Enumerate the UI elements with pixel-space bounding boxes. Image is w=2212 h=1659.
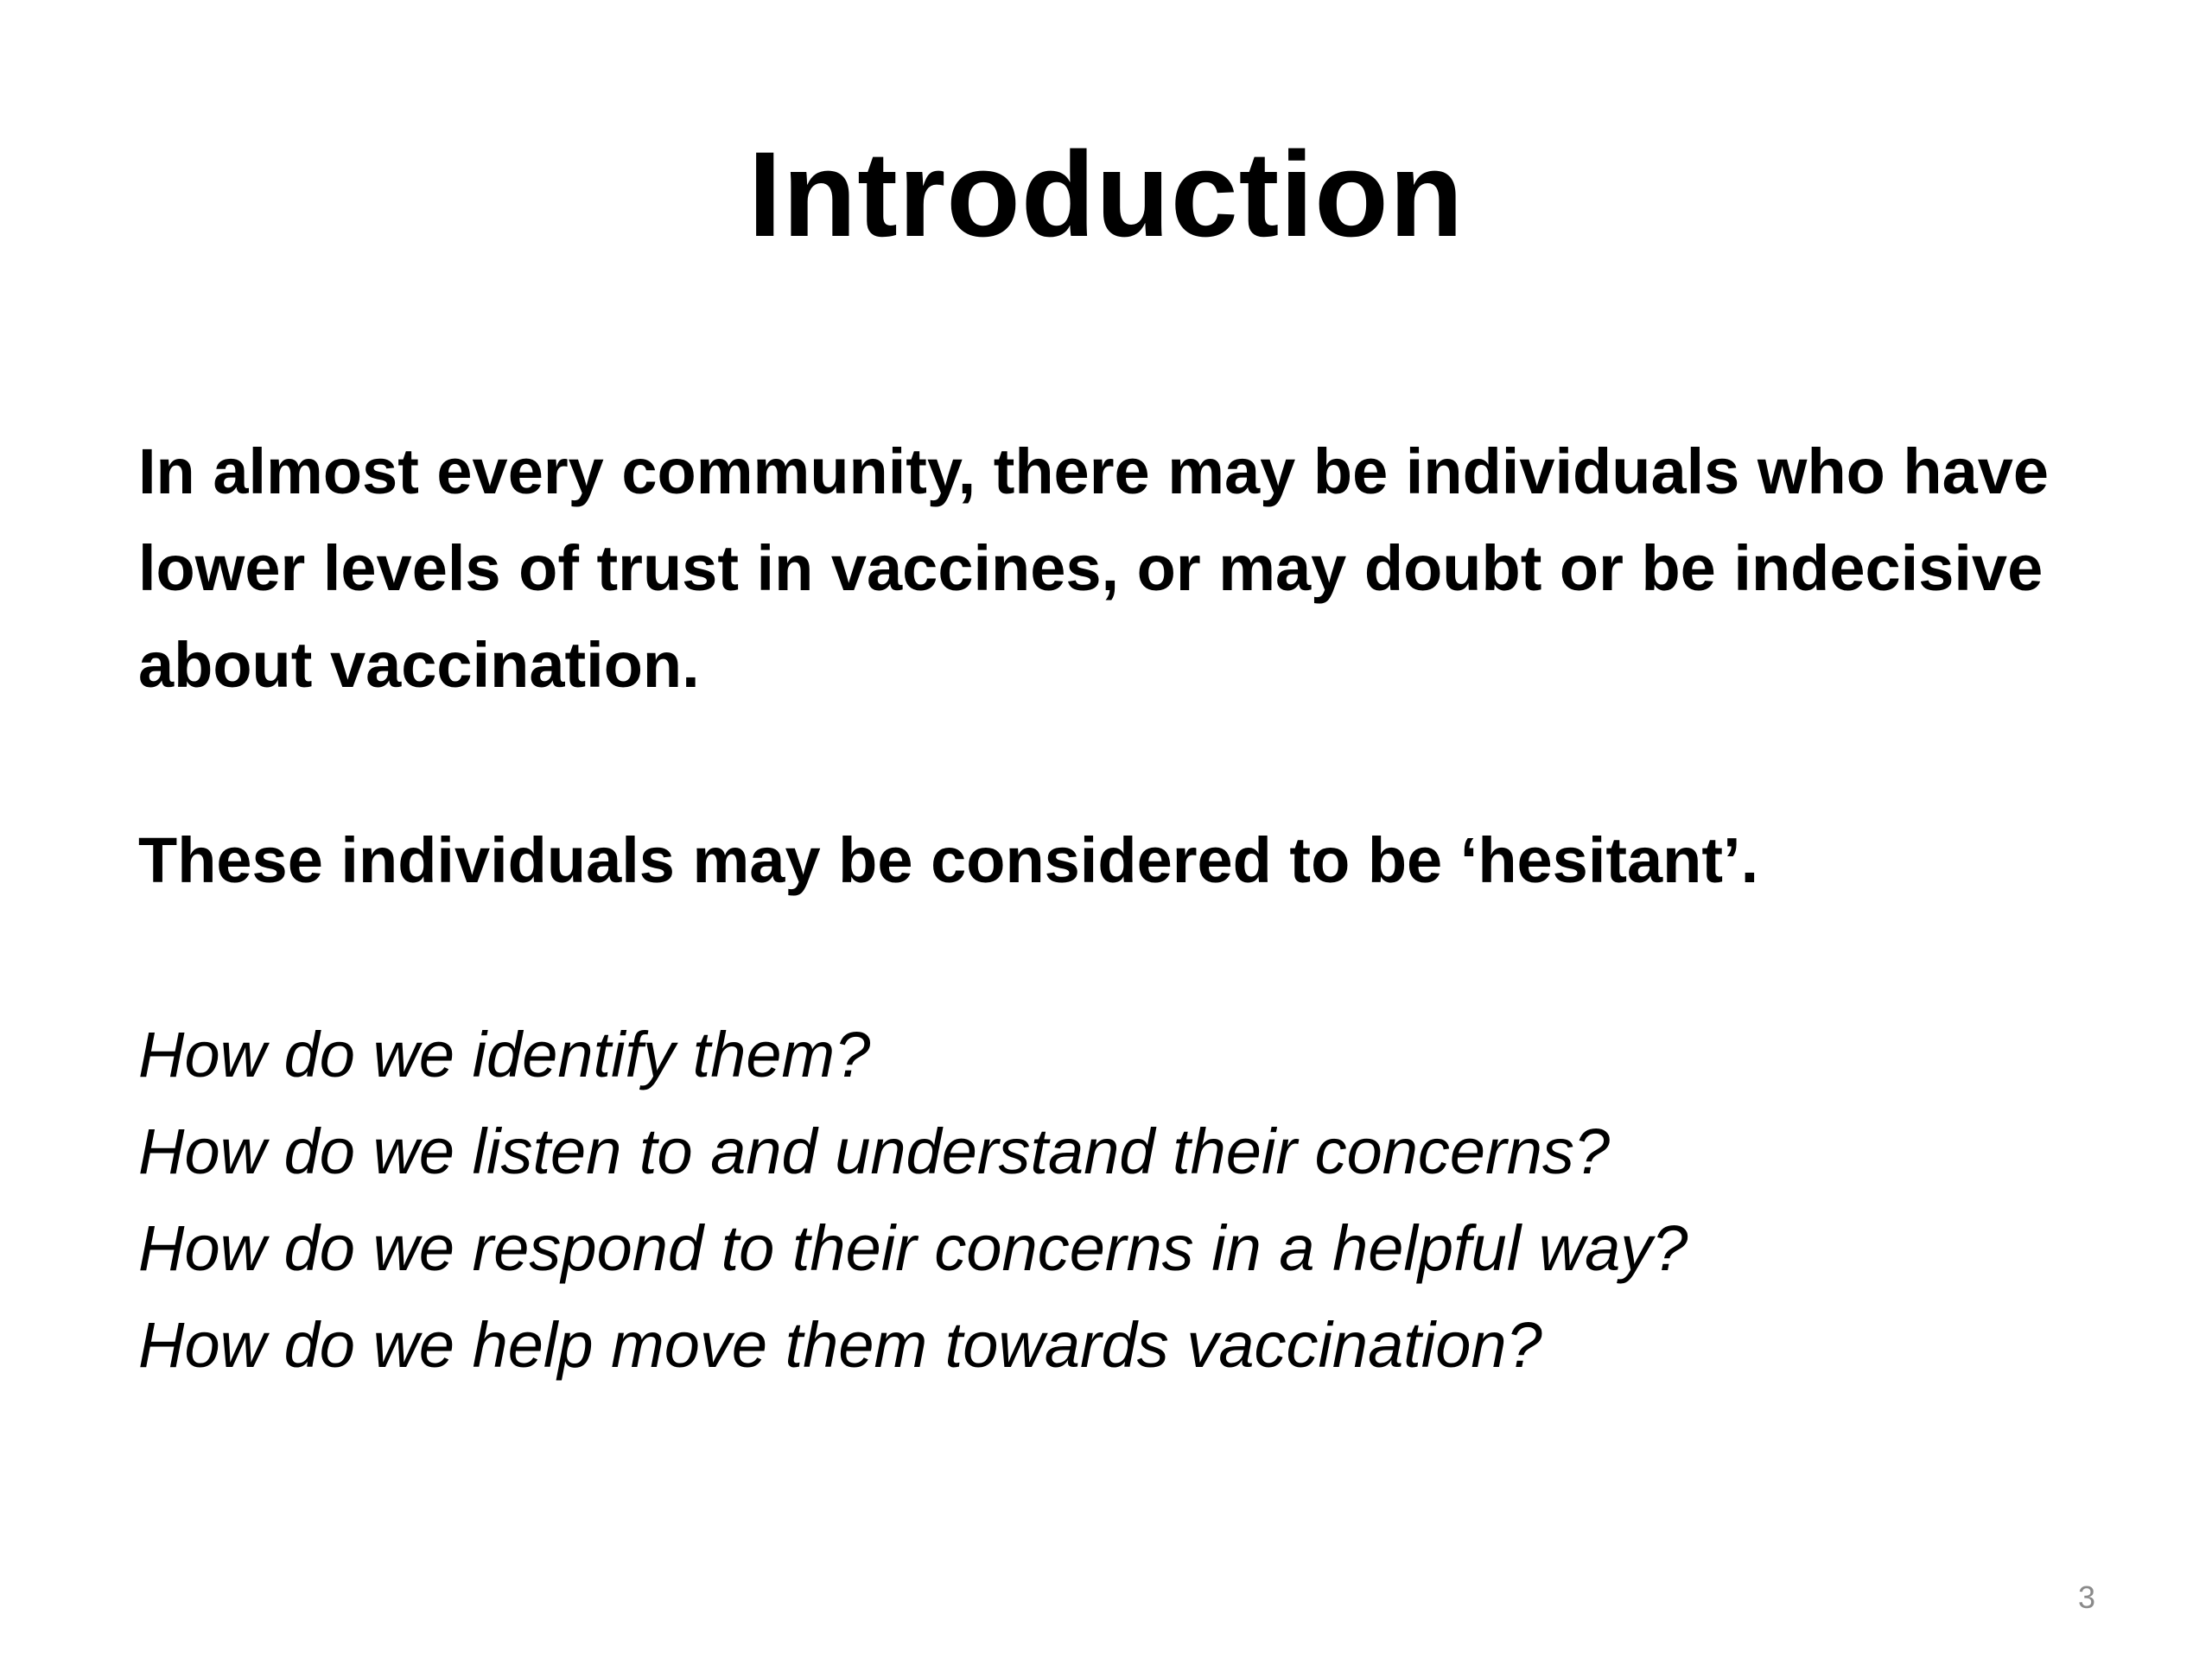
question-line: How do we listen to and understand their concerns? [138, 1116, 1611, 1187]
questions-list [138, 1007, 2126, 1394]
question-line: How do we help move them towards vaccination? [138, 1309, 1542, 1381]
intro-paragraph-block [138, 423, 2126, 714]
hesitant-paragraph-block [138, 812, 2126, 909]
question-line: How do we identify them? [138, 1019, 871, 1090]
page-number: 3 [2077, 1580, 2095, 1615]
slide-title: Introduction [747, 126, 1465, 262]
intro-paragraph: In almost every community, there may be individuals who have lower levels of trust in vaccines, or may doubt or be indecisive about vaccination. [138, 435, 2050, 701]
question-line: How do we respond to their concerns in a helpful way? [138, 1212, 1688, 1284]
hesitant-paragraph: These individuals may be considered to be ‘hesitant’. [138, 824, 1759, 896]
